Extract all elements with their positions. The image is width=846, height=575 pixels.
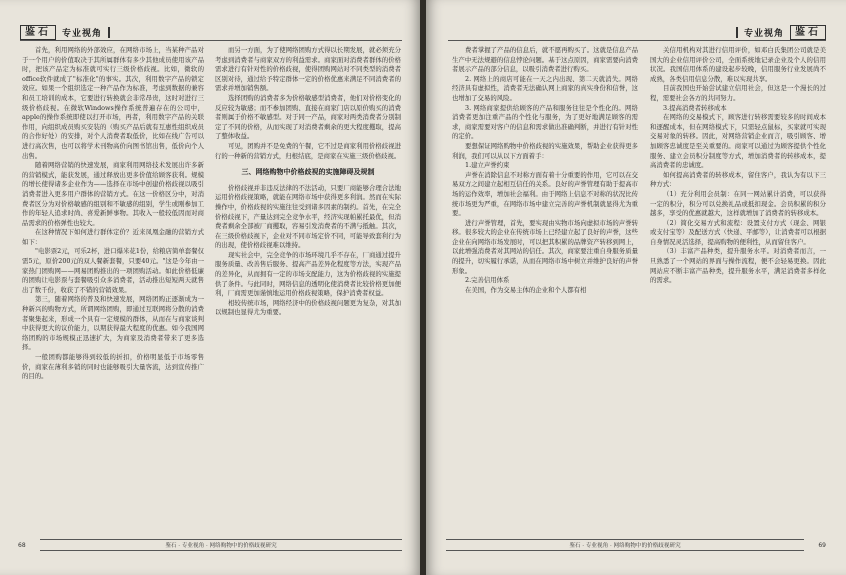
paragraph: 价格歧视并非违反法律的不法活动，只要厂商能够合理合法地运用价格歧视策略，就能在网络市场中获得更多利润。然而在实际操作中，价格歧视的实施往往受到诸多因素的制约。首先，在完全价格歧视下，产量达到完全竞争水平，经济实现帕累托最优，但消费者剩余全部被厂商攫取，容易引发消费者的不满与抵触。其次，在三级价格歧视下，企业对不同市场定价不同，可能导致套利行为的出现，使价格歧视难以维持。 — [215, 183, 401, 250]
paragraph: 关信用机构对其进行信用评价，如邓白氏集团公司就是美国大的企业信用评价公司，全面系统地记录企业及个人的信用状况。我国信用体系的建设起步较晚，信用服务行业发展尚不成熟，各类信用信息分散，难以实现共享。 — [650, 46, 826, 83]
paragraph: 可见，团购并不是免费的午餐，它不过是商家利用价格歧视进行的一种新的营销方式，归根结底，是商家在实施三级价格歧视。 — [215, 141, 401, 160]
paragraph: 首先，利用网络的外部效应，在网络市场上，当某种产品对于一个用户的价值取决于其所属群体有多少其他成员使用该产品时，把该产品定为标准就可实行三级价格歧视。比如，微软的office软件就成了"标准化"的事实。其次，利用数字产品的锁定效应。如果一个组织选定一种产品作为标准，考虑到数据的兼容和员工培训的成本，它要进行转换就会非常昂贵，这时对进行三级价格歧视。在微软Windows操作系统普遍存在的公司中，apple的操作系统即使以打开市场，再者，利用数字产品的关联作用，向组织成员购买安装的（购买产品后就有互惠性组织成员的合作好处）的安排，对个人消费者取低价，比如在线广告可以进行高次售，也可以将学术刊物高价向图书馆出售，低价向个人出售。 — [22, 46, 204, 160]
paragraph: 第三，随着网络的普及和快速发展，网络团购正逐渐成为一种新兴的购物方式，所谓网络团购，即通过互联网将分散的消费者聚集起来，形成一个具有一定规模的群体，从而在与商家谈判中获得更大的议价能力，以期获得最大程度的优惠。如今我国网络团购的市场规模正迅速扩大，为商家及消费者带来了更多选择。 — [22, 295, 204, 352]
paragraph: 目前我国也开始尝试建立信用社会，但这是一个漫长的过程，需要社会各方的共同努力。 — [650, 84, 826, 102]
subheading: 2.完善信用体系 — [465, 276, 510, 285]
right-page-footer — [446, 539, 826, 551]
paragraph: "电影票2元，可乐2杯，进口爆米花1份，给粮店简单套餐仅需5元，原价200元的双人餐新套餐，只要40元。"这是今年由一家热门团购网——网易团购推出的一项团购活动。如此价格低廉的团购让电影票与套餐吸引众多消费者，活动推出短短两天就售出了数千份，收获了不错的营销效果。 — [22, 247, 204, 294]
section-heading: 三、网络购物中价格歧视的实施障碍及规制 — [241, 168, 375, 177]
paragraph: （3）丰富产品种类，提升服务水平。对消费者而言，一旦熟悉了一个网站的界面与操作流程，便不会轻易更换。因此网站应不断丰富产品种类，提升服务水平，满足消费者多样化的需求。 — [650, 247, 826, 285]
paragraph: 3. 网络商家提供给顾客的产品和服务往往是个性化的。网络消费者更加注重产品的个性化与服务，为了更好地满足顾客的需求，商家需要对客户的信息和需求做出准确判断，并进行有针对性的定价。 — [452, 103, 638, 141]
left-column-2 — [215, 46, 401, 525]
paragraph: 费者掌握了产品的信息后，就不愿再购买了。这就是信息产品生产中无法规避的信息悖论问题。基于这点原因，商家需要向消费者展示产品的部分信息，以吸引消费者进行购买。 — [452, 46, 638, 74]
footer-banner: 鉴石 · 专业视角 · 网络购物中的价格歧视研究 — [446, 539, 804, 551]
footer-banner: 鉴石 · 专业视角 · 网络购物中的价格歧视研究 — [40, 539, 402, 551]
right-column-2 — [650, 46, 826, 525]
magazine-logo: 鉴石 — [20, 25, 56, 40]
paragraph: 在网络的交易模式下，顾客进行转移需要较多的时间成本和逐醒成本，但在网络模式下，只需轻点鼠标，买家就可实现交易对象的转移。因此，对网络营销企业而言，吸引顾客、增加顾客忠诚度是至关重要的。商家可以通过为顾客提供个性化服务、建立会员积分制度等方式，增加消费者的转移成本，提高消费者的忠诚度。 — [650, 113, 826, 170]
paragraph: 2. 网络上的商店可能在一天之内出现、第二天就消失。网络经济具有虚拟性，消费者无法确认网上商家的真实身份和信誉，这也增加了交易的风险。 — [452, 74, 638, 102]
paragraph: 一般团购都能够得到较低的折扣，价格明显低于市场零售价，商家在薄利多销的同时也能够吸引大量客流，达到宣传推广的目的。 — [22, 353, 204, 381]
paragraph: 声誉在消除信息不对称方面有着十分重要的作用，它可以在交易双方之间建立起相互信任的关系。良好的声誉管理有助于提高市场的运作效率，增加社会福利。由于网络上信息不对称的状况比传统市场更为严重，在网络市场中建立完善的声誉机制就显得尤为重要。 — [452, 170, 638, 218]
paragraph: 而另一方面，为了使网络团购方式得以长期发展，就必须充分考虑到消费者与商家双方的利益需求。商家面对消费者群体的价格需求进行有针对性的价格歧视，使得团购网站对不同类型的消费者区别对待，通过给予特定群体一定的价格优惠来满足不同消费者的需求并增加销售额。 — [215, 46, 401, 93]
page-number: 69 — [818, 541, 826, 549]
left-page-header — [20, 24, 402, 41]
paragraph: 要想保证网络购物中价格歧视的实施效果，帮助企业获得更多利润，我们可以从以下方面着手： — [452, 141, 638, 160]
header-divider — [108, 27, 110, 38]
paragraph: 如何提高消费者的转移成本，留住客户，我认为有以下三种方式： — [650, 170, 826, 189]
subheading: 1.建立声誉约束 — [465, 161, 510, 170]
left-column-1 — [22, 46, 204, 525]
paragraph: 进行声誉管理，首先，要实现由实物市场向虚拟市场的声誉转移。很多较大的企业在传统市场上已经建立起了良好的声誉，这些企业在向网络市场发展时，可以把其积累的品牌资产转移到网上，以此增强消费者对其网站的信任。其次，商家要注重自身服务质量的提升，切实履行承诺，从而在网络市场中树立并维护良好的声誉形象。 — [452, 218, 638, 275]
paragraph: 随着网络营销的快速发展，商家利用网络技术发展出许多新的营销模式，能获发展，通过释放出更多价值给顾客获利。规模的增长使得诸多企业作为——选择在市场中创建价格歧视以吸引消费者进入更多用户群体的营销方式。在这一价格区分中，对消费者区分为对价格敏感的组别和不敏感的组别，学生或刚参加工作的年轻人追求时尚、喜爱新鲜事物。其收入一般较低因而对商品需求的价格弹性也较大。 — [22, 161, 204, 227]
left-page-footer — [18, 539, 402, 551]
paragraph: 相较传统市场，网络经济中的价格歧视问题更为复杂，对其加以规制也显得尤为重要。 — [215, 298, 401, 317]
paragraph: 在美国，作为交易主体的企业和个人都有相 — [465, 285, 587, 294]
header-divider — [736, 27, 738, 38]
paragraph: （1）充分利用会员制：在同一网站累计消费，可以获得一定的积分，积分可以兑换礼品或抵扣现金。会员积累的积分越多，享受的优惠就越大，这样就增加了消费者的转移成本。 — [650, 189, 826, 218]
right-page-header — [448, 24, 826, 41]
column-title: 专业视角 — [743, 28, 784, 39]
page-number: 68 — [18, 541, 26, 549]
paragraph: （2）简化交易方式和流程：设置支付方式（现金、网银或支付宝等）及配送方式（快递、平邮等），让消费者可以根据自身情况灵活选择，提高购物的便利性，从而留住客户。 — [650, 218, 826, 246]
left-page — [0, 0, 420, 575]
paragraph: 现实社会中，完全竞争的市场环境几乎不存在，厂商通过提升服务质量、改善售后服务、提高产品差异化程度等方法，实现产品的差异化，从而拥有一定的市场支配能力，这为价格歧视的实施提供了条件。与此同时，网络信息的透明化使消费者比较价格更加便利，厂商需更加谨慎地运用价格歧视策略，保护消费者权益。 — [215, 250, 401, 298]
right-column-1 — [452, 46, 638, 525]
subheading: 3.提高消费者转移成本 — [663, 103, 727, 112]
paragraph: 选择团购的消费者多为价格敏感型消费者，他们对价格变化的反应较为敏感；而不参加团购、直接在商家门店以原价购买的消费者则属于价格不敏感型。对于同一产品，商家对两类消费者分别制定了不同的价格，从而实现了对消费者剩余的更大程度攫取，提高了整体收益。 — [215, 93, 401, 141]
column-title: 专业视角 — [62, 28, 103, 39]
right-page — [426, 0, 846, 575]
paragraph: 在这种情况下如何进行群体定价？近来凤凰金融的营销方式如下： — [22, 228, 204, 246]
magazine-logo: 鉴石 — [790, 25, 826, 40]
